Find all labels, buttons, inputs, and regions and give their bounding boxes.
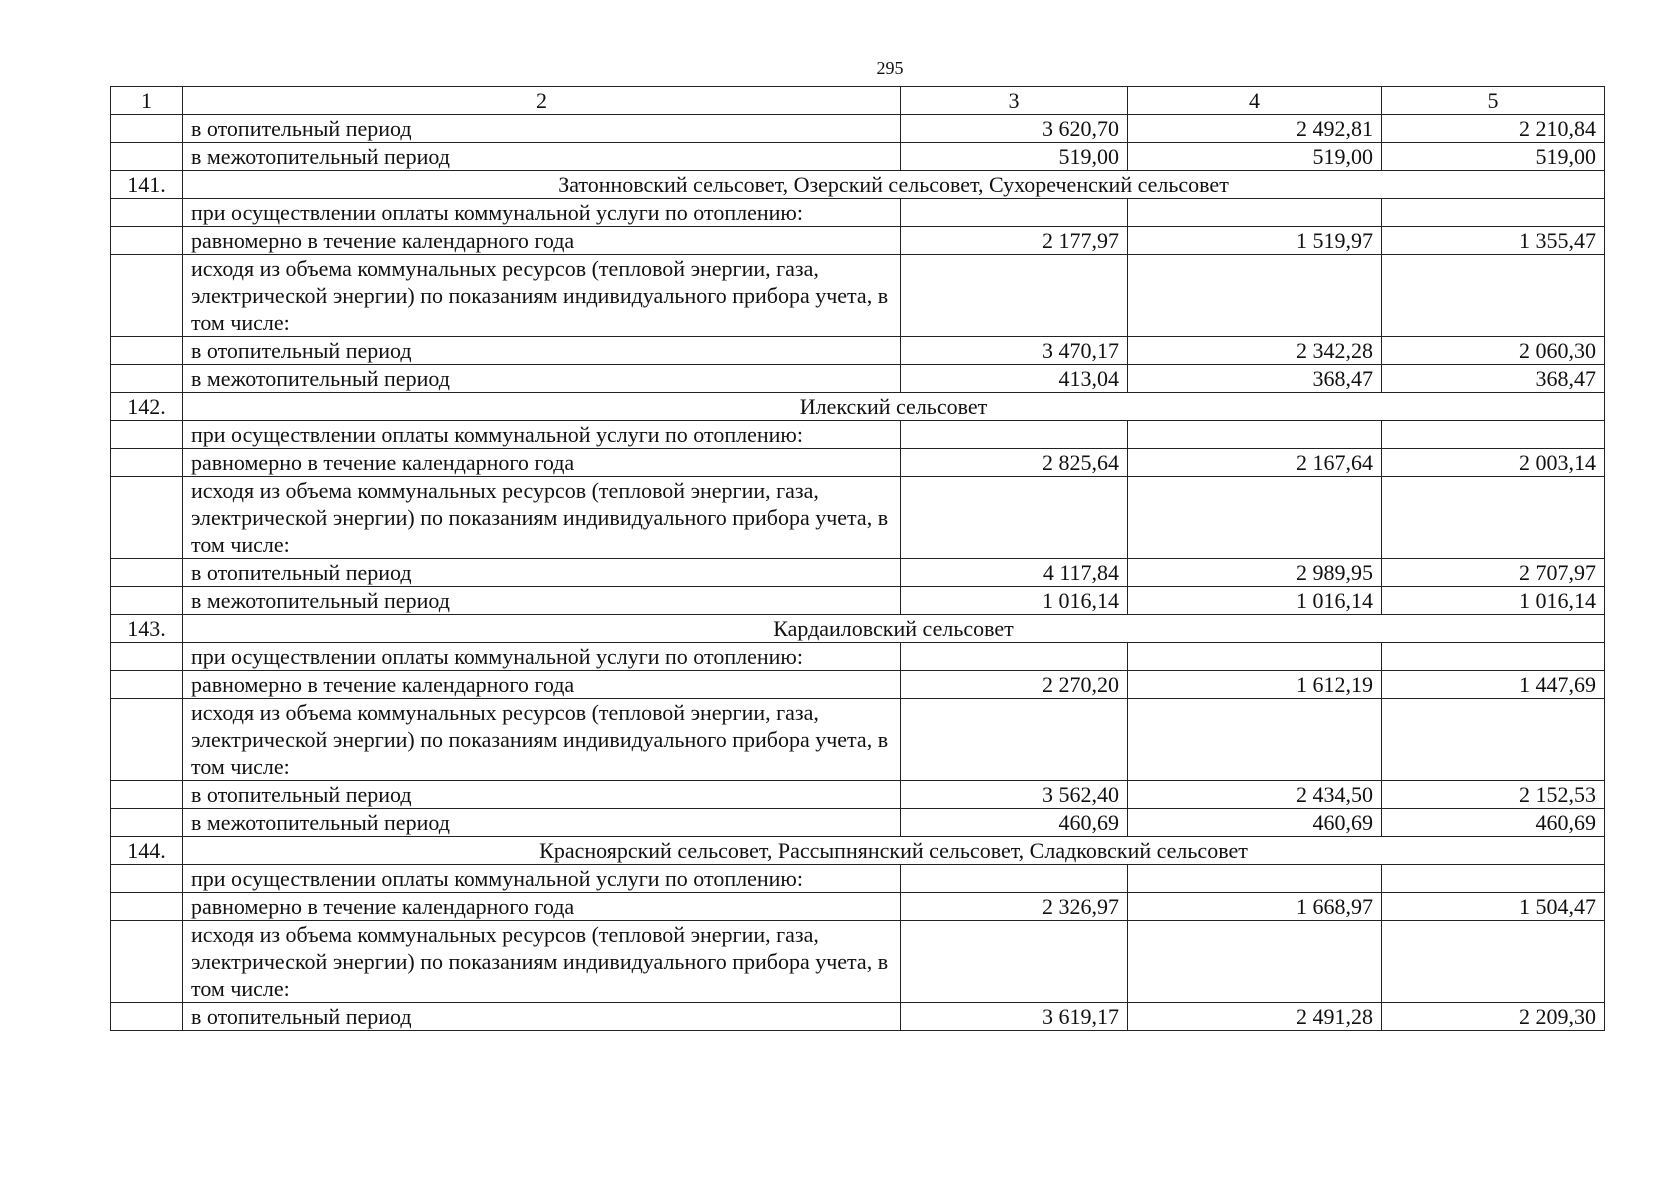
row-label: в отопительный период [183,1003,901,1031]
row-number-cell [111,365,183,393]
table-row [111,477,1605,559]
section-number: 143. [111,615,183,643]
value-cell-3: 2 270,20 [901,671,1128,699]
row-number-cell [111,477,183,559]
value-cell-3: 4 117,84 [901,559,1128,587]
value-cell-4: 1 016,14 [1128,587,1382,615]
table-row [111,587,1605,615]
value-cell-4: 2 342,28 [1128,337,1382,365]
row-label: в отопительный период [183,337,901,365]
row-label: в отопительный период [183,115,901,143]
table-row [111,337,1605,365]
table-row [111,1003,1605,1031]
value-cell-4 [1128,421,1382,449]
value-cell-5: 2 060,30 [1382,337,1605,365]
row-number-cell [111,921,183,1003]
table-row [111,671,1605,699]
page-number: 295 [876,58,904,78]
value-cell-3: 2 326,97 [901,893,1128,921]
table-row [111,809,1605,837]
value-cell-4 [1128,199,1382,227]
value-cell-5: 2 707,97 [1382,559,1605,587]
table-row [111,893,1605,921]
row-label: в отопительный период [183,781,901,809]
row-label: равномерно в течение календарного года [183,449,901,477]
table-row [111,115,1605,143]
table-row [111,643,1605,671]
row-label: исходя из объема коммунальных ресурсов (тепловой энергии, газа, электрической энергии) по показаниям индивидуального прибора учета, в том числе: [183,255,901,337]
value-cell-3: 3 620,70 [901,115,1128,143]
value-cell-5: 2 152,53 [1382,781,1605,809]
value-cell-5 [1382,255,1605,337]
row-label: при осуществлении оплаты коммунальной услуги по отоплению: [183,199,901,227]
value-cell-3 [901,921,1128,1003]
value-cell-4: 1 668,97 [1128,893,1382,921]
value-cell-5 [1382,921,1605,1003]
value-cell-4 [1128,699,1382,781]
value-cell-5 [1382,643,1605,671]
row-label: при осуществлении оплаты коммунальной услуги по отоплению: [183,421,901,449]
value-cell-4: 2 989,95 [1128,559,1382,587]
table-row [111,365,1605,393]
column-number-4: 4 [1128,87,1382,115]
row-number-cell [111,227,183,255]
value-cell-4: 1 612,19 [1128,671,1382,699]
column-number-3: 3 [901,87,1128,115]
row-number-cell [111,115,183,143]
value-cell-4: 2 492,81 [1128,115,1382,143]
value-cell-5: 1 355,47 [1382,227,1605,255]
tariff-table [110,86,1605,1031]
value-cell-5 [1382,865,1605,893]
value-cell-3: 3 562,40 [901,781,1128,809]
row-label: в межотопительный период [183,143,901,171]
table-body [111,87,1605,1031]
section-title: Кардаиловский сельсовет [183,615,1605,643]
value-cell-5 [1382,421,1605,449]
column-number-5: 5 [1382,87,1605,115]
row-label: в межотопительный период [183,587,901,615]
value-cell-5: 519,00 [1382,143,1605,171]
value-cell-4 [1128,643,1382,671]
table-row [111,781,1605,809]
section-row [111,615,1605,643]
value-cell-3 [901,421,1128,449]
row-number-cell [111,587,183,615]
row-label: при осуществлении оплаты коммунальной услуги по отоплению: [183,643,901,671]
value-cell-5: 368,47 [1382,365,1605,393]
row-label: равномерно в течение календарного года [183,671,901,699]
value-cell-5 [1382,699,1605,781]
section-number: 144. [111,837,183,865]
section-number: 142. [111,393,183,421]
column-number-2: 2 [183,87,901,115]
table-row [111,143,1605,171]
row-label: равномерно в течение календарного года [183,893,901,921]
section-row [111,393,1605,421]
value-cell-5 [1382,199,1605,227]
row-number-cell [111,337,183,365]
value-cell-3: 2 177,97 [901,227,1128,255]
row-number-cell [111,449,183,477]
value-cell-4 [1128,255,1382,337]
table-row [111,559,1605,587]
value-cell-3: 460,69 [901,809,1128,837]
value-cell-3 [901,643,1128,671]
value-cell-3 [901,699,1128,781]
value-cell-4: 368,47 [1128,365,1382,393]
value-cell-4: 2 491,28 [1128,1003,1382,1031]
section-title: Красноярский сельсовет, Рассыпнянский сельсовет, Сладковский сельсовет [183,837,1605,865]
value-cell-3: 1 016,14 [901,587,1128,615]
value-cell-4 [1128,921,1382,1003]
table-row [111,421,1605,449]
value-cell-3: 3 619,17 [901,1003,1128,1031]
row-number-cell [111,421,183,449]
value-cell-5: 2 210,84 [1382,115,1605,143]
row-number-cell [111,255,183,337]
value-cell-4: 2 167,64 [1128,449,1382,477]
value-cell-3: 413,04 [901,365,1128,393]
column-number-row [111,87,1605,115]
row-number-cell [111,199,183,227]
row-number-cell [111,893,183,921]
table-row [111,699,1605,781]
row-label: в межотопительный период [183,365,901,393]
value-cell-5: 2 209,30 [1382,1003,1605,1031]
value-cell-3 [901,477,1128,559]
table-row [111,921,1605,1003]
section-title: Затонновский сельсовет, Озерский сельсовет, Сухореченский сельсовет [183,171,1605,199]
section-title: Илекский сельсовет [183,393,1605,421]
row-number-cell [111,143,183,171]
value-cell-5: 460,69 [1382,809,1605,837]
value-cell-4: 519,00 [1128,143,1382,171]
row-number-cell [111,809,183,837]
row-number-cell [111,671,183,699]
value-cell-3 [901,255,1128,337]
value-cell-3: 3 470,17 [901,337,1128,365]
row-number-cell [111,699,183,781]
table-row [111,199,1605,227]
value-cell-5: 1 504,47 [1382,893,1605,921]
value-cell-4: 2 434,50 [1128,781,1382,809]
value-cell-5: 1 016,14 [1382,587,1605,615]
value-cell-3 [901,865,1128,893]
row-label: равномерно в течение календарного года [183,227,901,255]
table-row [111,865,1605,893]
value-cell-4 [1128,865,1382,893]
table-row [111,227,1605,255]
value-cell-5: 2 003,14 [1382,449,1605,477]
section-row [111,837,1605,865]
row-label: исходя из объема коммунальных ресурсов (тепловой энергии, газа, электрической энергии) по показаниям индивидуального прибора учета, в том числе: [183,477,901,559]
row-label: исходя из объема коммунальных ресурсов (тепловой энергии, газа, электрической энергии) по показаниям индивидуального прибора учета, в том числе: [183,699,901,781]
row-label: при осуществлении оплаты коммунальной услуги по отоплению: [183,865,901,893]
row-number-cell [111,1003,183,1031]
value-cell-4 [1128,477,1382,559]
value-cell-4: 1 519,97 [1128,227,1382,255]
row-number-cell [111,559,183,587]
row-label: исходя из объема коммунальных ресурсов (тепловой энергии, газа, электрической энергии) по показаниям индивидуального прибора учета, в том числе: [183,921,901,1003]
value-cell-4: 460,69 [1128,809,1382,837]
table-row [111,255,1605,337]
row-number-cell [111,865,183,893]
column-number-1: 1 [111,87,183,115]
value-cell-5: 1 447,69 [1382,671,1605,699]
value-cell-3: 519,00 [901,143,1128,171]
section-row [111,171,1605,199]
value-cell-3: 2 825,64 [901,449,1128,477]
row-number-cell [111,643,183,671]
section-number: 141. [111,171,183,199]
value-cell-3 [901,199,1128,227]
table-row [111,449,1605,477]
row-label: в межотопительный период [183,809,901,837]
row-label: в отопительный период [183,559,901,587]
row-number-cell [111,781,183,809]
value-cell-5 [1382,477,1605,559]
